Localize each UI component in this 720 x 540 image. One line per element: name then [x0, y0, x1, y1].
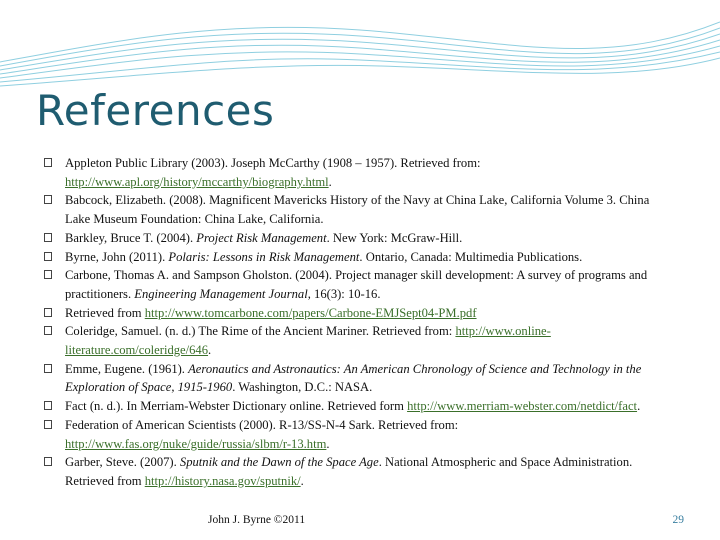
reference-text: .	[328, 174, 332, 189]
reference-item	[44, 453, 666, 490]
reference-text: Emme, Eugene. (1961).	[65, 361, 189, 376]
reference-text: Barkley, Bruce T. (2004).	[65, 230, 197, 245]
reference-item	[44, 266, 666, 303]
decorative-wave-band	[0, 0, 720, 90]
reference-item	[44, 229, 666, 248]
reference-text: . Ontario, Canada: Multimedia Publications.	[359, 249, 583, 264]
reference-link[interactable]: http://history.nasa.gov/sputnik/	[144, 473, 301, 488]
bullet-box-icon	[44, 401, 52, 410]
reference-text: Babcock, Elizabeth. (2008). Magnificent Mavericks History of the Navy at China Lake, California Volume 3. China Lake Museum Foundation: China Lake, California.	[65, 193, 650, 227]
bullet-box-icon	[44, 364, 52, 373]
reference-text: . New York: McGraw-Hill.	[326, 230, 463, 245]
bullet-box-icon	[44, 195, 52, 204]
reference-link[interactable]: http://www.fas.org/nuke/guide/russia/slbm/r-13.htm	[65, 436, 327, 451]
reference-text: .	[208, 343, 212, 358]
reference-item	[44, 304, 666, 323]
bullet-box-icon	[44, 308, 52, 317]
reference-title-italic: Sputnik and the Dawn of the Space Age	[179, 455, 379, 470]
reference-text: Appleton Public Library (2003). Joseph McCarthy (1908 – 1957). Retrieved from:	[65, 156, 481, 170]
reference-link[interactable]: http://www.apl.org/history/mccarthy/biography.html	[65, 174, 329, 189]
reference-item	[44, 191, 666, 228]
reference-link[interactable]: http://www.online-literature.com/coleridge/646	[65, 324, 551, 358]
reference-text: .	[326, 436, 330, 451]
reference-link[interactable]: http://www.tomcarbone.com/papers/Carbone-EMJSept04-PM.pdf	[144, 305, 477, 320]
reference-title-italic: Project Risk Management	[196, 230, 327, 245]
reference-text: .	[637, 399, 641, 414]
bullet-box-icon	[44, 326, 52, 335]
bullet-box-icon	[44, 457, 52, 466]
reference-item	[44, 154, 666, 191]
reference-title-italic: Engineering Management Journal	[134, 286, 308, 301]
reference-text: . National Atmospheric and Space Administration. Retrieved from	[65, 455, 633, 488]
reference-text: . Washington, D.C.: NASA.	[232, 380, 373, 395]
reference-text: Carbone, Thomas A. and Sampson Gholston. (2004). Project manager skill development: A survey of programs and practitioners.	[65, 268, 648, 301]
reference-text: .	[300, 473, 304, 488]
references-list	[44, 154, 666, 491]
page-number: 29	[672, 514, 684, 526]
reference-title-italic: Aeronautics and Astronautics: An American Chronology of Science and Technology in the Exploration of Space, 1915-1960	[65, 361, 642, 395]
bullet-box-icon	[44, 270, 52, 279]
reference-item	[44, 397, 666, 416]
reference-text: , 16(3): 10-16.	[307, 286, 381, 301]
reference-text: Federation of American Scientists (2000). R-13/SS-N-4 Sark. Retrieved from:	[65, 417, 459, 432]
footer-author: John J. Byrne ©2011	[208, 514, 306, 526]
reference-link[interactable]: http://www.merriam-webster.com/netdict/fact	[407, 399, 638, 414]
reference-text: Byrne, John (2011).	[65, 249, 169, 264]
bullet-box-icon	[44, 158, 52, 167]
slide-title: References	[36, 86, 275, 135]
reference-title-italic: Polaris: Lessons in Risk Management	[168, 249, 360, 264]
reference-item	[44, 248, 666, 267]
bullet-box-icon	[44, 420, 52, 429]
reference-text: Retrieved from	[65, 305, 145, 320]
reference-item	[44, 322, 666, 359]
bullet-box-icon	[44, 252, 52, 261]
reference-item	[44, 360, 666, 397]
bullet-box-icon	[44, 233, 52, 242]
reference-text: Garber, Steve. (2007).	[65, 455, 180, 470]
reference-item	[44, 416, 666, 453]
reference-text: Coleridge, Samuel. (n. d.) The Rime of the Ancient Mariner. Retrieved from:	[65, 324, 456, 339]
wave-line	[0, 40, 720, 74]
reference-text: Fact (n. d.). In Merriam-Webster Dictionary online. Retrieved form	[65, 399, 408, 414]
